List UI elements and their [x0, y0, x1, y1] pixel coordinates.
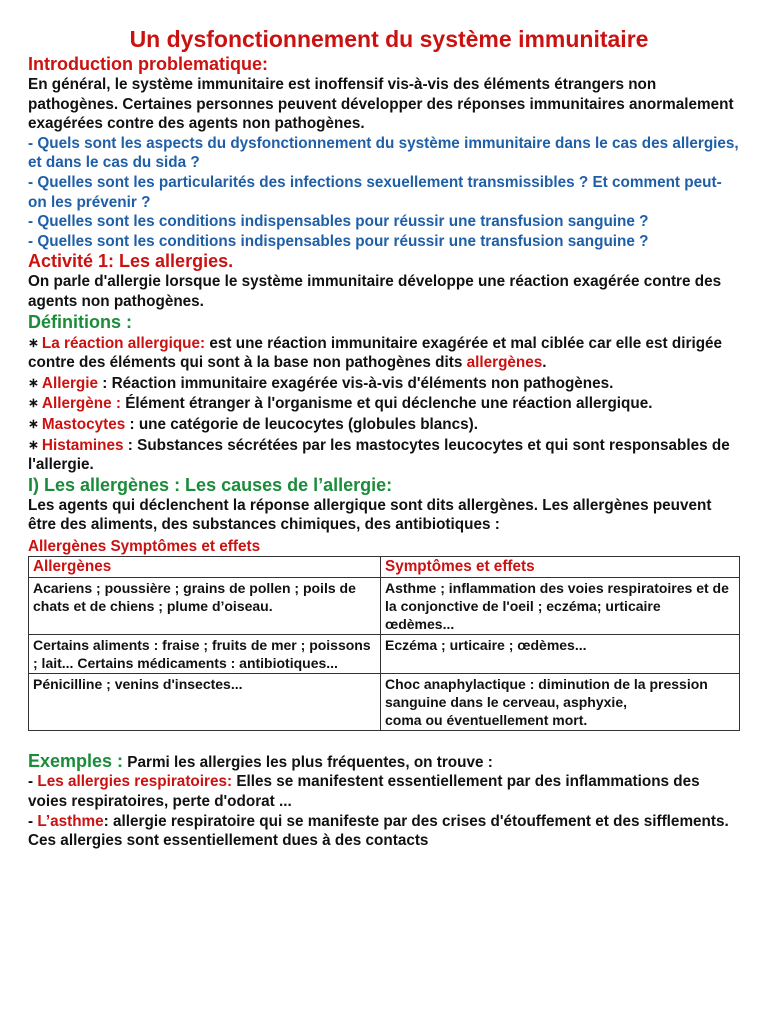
- page-title: Un dysfonctionnement du système immunitaire: [129, 26, 649, 52]
- examples-heading: Exemples :: [28, 750, 124, 771]
- section1-text: Les agents qui déclenchent la réponse allergique sont dits allergènes. Les allergènes peuvent être des aliments, des substances chimiques, des antibiotiques :: [28, 496, 712, 534]
- definition-tail: allergènes: [466, 354, 543, 372]
- intro-question-3: - Quelles sont les conditions indispensables pour réussir une transfusion sanguine ?: [28, 213, 649, 231]
- definition-term: Mastocytes: [41, 415, 126, 433]
- example-prefix: -: [28, 773, 38, 791]
- examples-intro-text: Parmi les allergies les plus fréquentes, on trouve :: [123, 753, 493, 771]
- table-header-allergens: Allergènes: [29, 556, 381, 577]
- table-header-symptoms: Symptômes et effets: [381, 556, 740, 577]
- bullet-star-icon: ∗: [28, 415, 39, 431]
- bullet-star-icon: ∗: [28, 436, 39, 452]
- example-term: L’asthme: [37, 812, 104, 830]
- table-cell: Pénicilline ; venins d'insectes...: [29, 673, 381, 730]
- intro-question-4: - Quelles sont les conditions indispensables pour réussir une transfusion sanguine ?: [28, 232, 649, 250]
- table-header-row: [29, 556, 740, 577]
- definition-text: est une réaction immunitaire exagérée et mal ciblée car elle est dirigée contre des éléments qui sont à la base non pathogènes dits: [28, 334, 723, 372]
- activity-text: On parle d'allergie lorsque le système immunitaire développe une réaction exagérée contre des agents non pathogènes.: [28, 273, 722, 310]
- bullet-star-icon: ∗: [28, 334, 39, 350]
- examples-intro: [28, 752, 740, 773]
- intro-question-1: - Quels sont les aspects du dysfonctionnement du système immunitaire dans le cas des allergies, et dans le cas du sida ?: [28, 134, 739, 172]
- definition-term: Allergie: [41, 374, 99, 392]
- example-term: Les allergies respiratoires:: [37, 773, 233, 791]
- table-cell: Certains aliments : fraise ; fruits de mer ; poissons ; lait... Certains médicaments : antibiotiques...: [29, 634, 381, 673]
- table-row: [29, 673, 740, 730]
- example-text: : allergie respiratoire qui se manifeste par des crises d'étouffement et des sifflements. Ces allergies sont essentiellement dues à des contacts: [28, 812, 729, 850]
- bullet-star-icon: ∗: [28, 395, 39, 411]
- definition-item: [28, 393, 740, 414]
- definition-text: : Substances sécrétées par les mastocytes leucocytes et qui sont responsables de l'allergie.: [28, 436, 730, 474]
- definition-term: Histamines: [41, 436, 124, 454]
- spacer: [28, 731, 740, 752]
- definitions-heading: Définitions :: [28, 311, 132, 332]
- intro-text: En général, le système immunitaire est inoffensif vis-à-vis des éléments étrangers non pathogènes. Certaines personnes peuvent développer des réponses immunitaires anormalement exagérées contre des agents non pathogènes.: [28, 76, 734, 133]
- table-row: [29, 634, 740, 673]
- definition-text: Élément étranger à l'organisme et qui déclenche une réaction allergique.: [120, 395, 653, 413]
- allergens-table: [28, 556, 740, 731]
- section1-heading: I) Les allergènes : Les causes de l’allergie:: [28, 474, 393, 495]
- definition-term: Allergène :: [41, 395, 121, 413]
- definition-item: [28, 435, 740, 475]
- table-cell: Choc anaphylactique : diminution de la pression sanguine dans le cerveau, asphyxie, coma ou éventuellement mort.: [381, 673, 740, 730]
- table-cell: Asthme ; inflammation des voies respiratoires et de la conjonctive de l'oeil ; eczéma; urticaire œdèmes...: [381, 577, 740, 634]
- definition-end: .: [542, 354, 547, 372]
- table-title: Allergènes Symptômes et effets: [28, 537, 261, 555]
- document-page: [28, 24, 740, 851]
- example-item: [28, 812, 740, 851]
- example-text: Elles se manifestent essentiellement par des inflammations des voies respiratoires, perte d'odorat ...: [28, 773, 700, 811]
- definition-item: [28, 333, 740, 373]
- bullet-star-icon: ∗: [28, 374, 39, 390]
- intro-question-2: - Quelles sont les particularités des infections sexuellement transmissibles ? Et comment peut-on les prévenir ?: [28, 173, 722, 211]
- definition-item: [28, 373, 740, 394]
- example-prefix: -: [28, 812, 38, 830]
- definition-text: : une catégorie de leucocytes (globules blancs).: [125, 415, 479, 433]
- definition-item: [28, 414, 740, 435]
- definition-text: : Réaction immunitaire exagérée vis-à-vis d'éléments non pathogènes.: [98, 374, 614, 392]
- example-item: [28, 772, 740, 811]
- intro-heading: Introduction problematique:: [28, 54, 268, 74]
- table-row: [29, 577, 740, 634]
- table-cell: Acariens ; poussière ; grains de pollen ; poils de chats et de chiens ; plume d’oiseau.: [29, 577, 381, 634]
- definition-term: La réaction allergique:: [41, 334, 206, 352]
- table-cell: Eczéma ; urticaire ; œdèmes...: [381, 634, 740, 673]
- activity-heading: Activité 1: Les allergies.: [28, 251, 234, 272]
